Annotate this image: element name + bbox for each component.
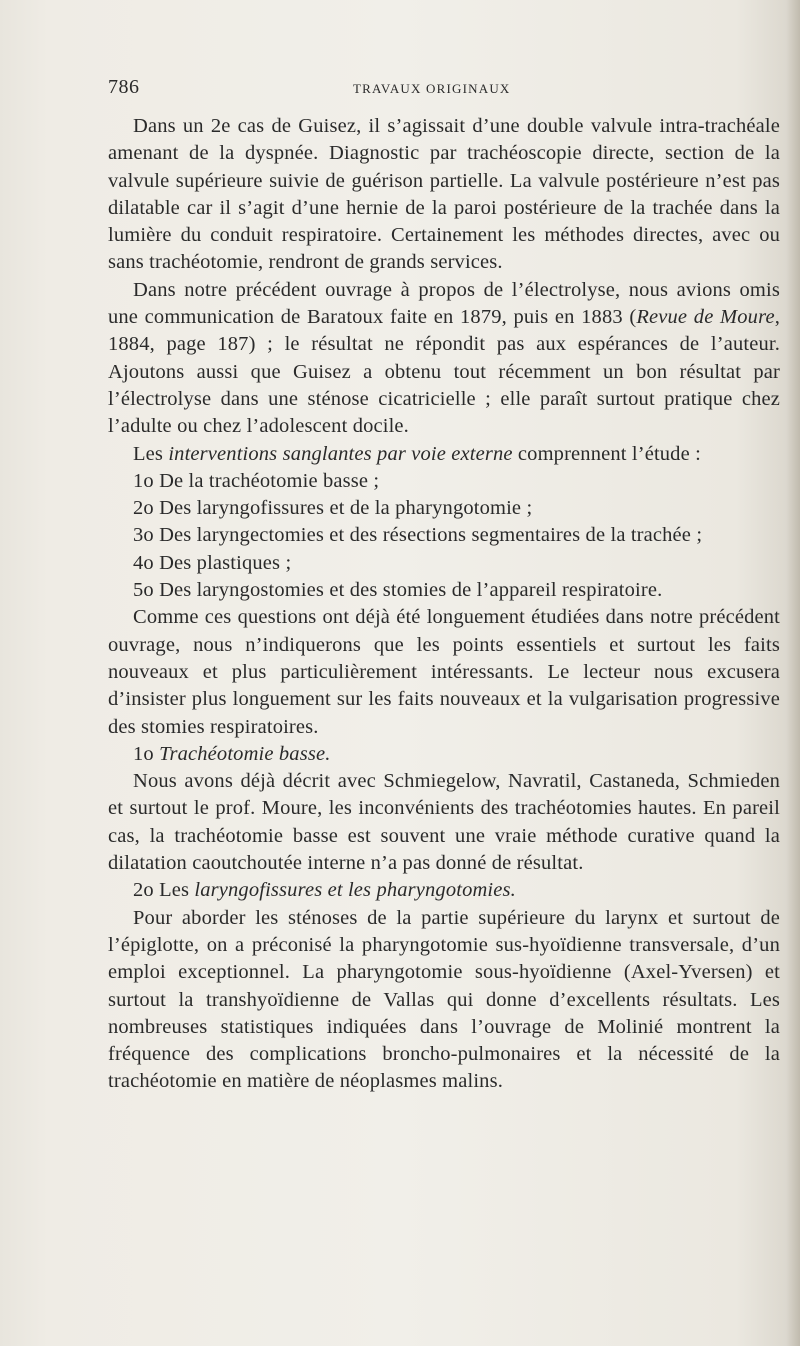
page-body [108, 113, 780, 1096]
list-item-1: 1o De la trachéotomie basse ; [133, 469, 380, 492]
section-heading-tracheotomie: 1o Trachéotomie basse. [133, 742, 331, 765]
paragraph-electrolyse: Dans notre précédent ouvrage à propos de l’électrolyse, nous avions omis une communication de Baratoux faite en 1879, puis en 1883 (Revue de Moure, 1884, page 187) ; le résultat ne répondit pas aux espérances de l’auteur. Ajoutons aussi que Guisez a obtenu tout récemment un bon résultat par l’électrolyse dans une sténose cicatricielle ; elle paraît surtout pratique chez l’adulte ou chez l’adolescent docile. [108, 278, 780, 438]
page-header [108, 76, 778, 100]
list-item-3: 3o Des laryngectomies et des résections segmentaires de la trachée ; [133, 524, 703, 547]
list-item-5: 5o Des laryngostomies et des stomies de l’appareil respiratoire. [133, 579, 663, 602]
running-head: TRAVAUX ORIGINAUX [353, 81, 511, 96]
page-edge-shadow [786, 0, 800, 1346]
list-item-2: 2o Des laryngofissures et de la pharyngotomie ; [133, 497, 533, 520]
section-heading-laryngofissures: 2o Les laryngofissures et les pharyngotomies. [133, 879, 516, 902]
interventions-term: interventions sanglantes par voie externe [168, 442, 513, 465]
paragraph-pharyngotomie: Pour aborder les sténoses de la partie supérieure du larynx et surtout de l’épiglotte, on a préconisé la pharyngotomie sus-hyoïdienne transversale, d’un emploi exceptionnel. La pharyngotomie sous-hyoïdienne (Axel-Yversen) et surtout la transhyoïdienne de Vallas qui donne d’excellents résultats. Les nombreuses statistiques indiquées dans l’ouvrage de Molinié montrent la fréquence des complications broncho-pulmonaires et la nécessité de la trachéotomie en matière de néoplasmes malins. [108, 906, 780, 1093]
list-item-4: 4o Des plastiques ; [133, 551, 292, 574]
journal-title: Revue de Moure [636, 306, 775, 329]
paragraph-interventions: Les interventions sanglantes par voie externe comprennent l’étude : [133, 442, 701, 465]
paragraph-tracheotomie: Nous avons déjà décrit avec Schmiegelow, Navratil, Castaneda, Schmieden et surtout le prof. Moure, les inconvénients des trachéotomies hautes. En pareil cas, la trachéotomie basse est souvent une vraie méthode curative quand la dilatation caoutchoutée interne n’a pas donné de résultat. [108, 770, 780, 875]
paragraph-guisez-case: Dans un 2e cas de Guisez, il s’agissait d’une double valvule intra-trachéale amenant de la dyspnée. Diagnostic par trachéoscopie directe, section de la valvule supérieure suivie de guérison partielle. La valvule postérieure n’est pas dilatable car il s’agit d’une hernie de la paroi postérieure de la trachée dans la lumière du conduit respiratoire. Certainement les méthodes directes, avec ou sans trachéotomie, rendront de grands services. [108, 115, 780, 274]
page-number: 786 [108, 76, 140, 98]
paragraph-questions: Comme ces questions ont déjà été longuement étudiées dans notre précédent ouvrage, nous n’indiquerons que les points essentiels et surtout les faits nouveaux et plus particulièrement intéressants. Le lecteur nous excusera d’insister plus longuement sur les faits nouveaux et la vulgarisation progressive des stomies respiratoires. [108, 606, 780, 738]
